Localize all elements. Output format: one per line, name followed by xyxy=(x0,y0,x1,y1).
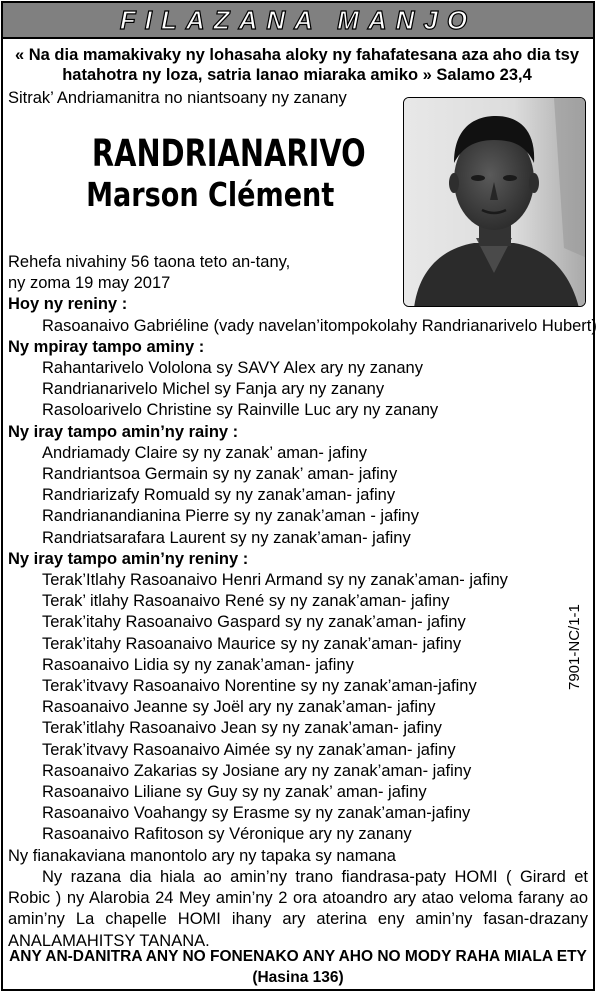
mother-side-entry: Rasoanaivo Liliane sy Guy sy ny zanak’ aman- jafiny xyxy=(42,783,427,802)
siblings-heading: Ny mpiray tampo aminy : xyxy=(8,337,205,356)
family-note: Ny fianakaviana manontolo ary ny tapaka sy namana xyxy=(8,846,396,865)
mother-side-entry: Terak’ itlahy Rasoanaivo René sy ny zanak’aman- jafiny xyxy=(42,592,450,611)
mother-side-entry: Rasoanaivo Rafitoson sy Véronique ary ny zanany xyxy=(42,825,412,844)
intro-text: Sitrak’ Andriamanitra no niantsoany ny zanany xyxy=(8,89,347,107)
death-line-1: Rehefa nivahiny 56 taona teto an-tany, xyxy=(8,253,291,271)
reference-code: 7901-NC/1-1 xyxy=(566,604,583,690)
bible-verse xyxy=(8,45,586,85)
mother-side-entry: Rasoanaivo Lidia sy ny zanak’aman- jafiny xyxy=(42,655,354,674)
mother-side-entry: Rasoanaivo Jeanne sy Joël ary ny zanak’aman- jafiny xyxy=(42,698,436,717)
mother-side-entry: Rasoanaivo Voahangy sy Erasme sy ny zanak’aman-jafiny xyxy=(42,804,471,823)
closing-line-1: ANY AN-DANITRA ANY NO FONENAKO ANY AHO NO MODY RAHA MIALA ETY xyxy=(9,948,587,965)
funeral-details: Ny razana dia hiala ao amin’ny trano fiandrasa-paty HOMI ( Girard et Robic ) ny Alarobia 24 Mey amin’ny 2 ora atoandro ary atao veloma farany ao amin’ny La chapelle HOMI ihany ary aterina eny amin’ny fasan-drazany ANALAMAHITSY TANANA. xyxy=(8,867,588,950)
mother-side-entry: Terak’itahy Rasoanaivo Maurice sy ny zanak’aman- jafiny xyxy=(42,634,462,653)
sibling-entry: Rasoloarivelo Christine sy Rainville Luc ary ny zanany xyxy=(42,401,439,420)
sibling-entry: Randrianarivelo Michel sy Fanja ary ny zanany xyxy=(42,380,385,399)
spouse-entry: Rasoanaivo Gabriéline (vady navelan’itompokolahy Randrianarivelo Hubert) xyxy=(42,316,597,335)
notice-body xyxy=(8,252,597,952)
sibling-entry: Rahantarivelo Vololona sy SAVY Alex ary ny zanany xyxy=(42,359,423,378)
spouse-heading: Hoy ny reniny : xyxy=(8,295,128,314)
father-side-entry: Andriamady Claire sy ny zanak’ aman- jafiny xyxy=(42,443,367,462)
verse-line-1: « Na dia mamakivaky ny lohasaha aloky ny fahafatesana aza aho dia tsy xyxy=(14,46,579,64)
mother-side-entry: Rasoanaivo Zakarias sy Josiane ary ny zanak’aman- jafiny xyxy=(42,761,472,780)
notice-header xyxy=(3,3,593,39)
mother-side-entry: Terak’itvavy Rasoanaivo Norentine sy ny zanak’aman-jafiny xyxy=(42,677,477,696)
father-side-heading: Ny iray tampo amin’ny rainy : xyxy=(8,422,239,441)
notice-title: FILAZANA MANJO xyxy=(119,4,477,35)
verse-line-2: hatahotra ny loza, satria Ianao miaraka amiko » Salamo 23,4 xyxy=(62,66,532,84)
mother-side-heading: Ny iray tampo amin’ny reniny : xyxy=(8,549,249,568)
closing-message xyxy=(8,946,588,988)
father-side-entry: Randriarizafy Romuald sy ny zanak’aman- jafiny xyxy=(42,486,396,505)
mother-side-entry: Terak’Itlahy Rasoanaivo Henri Armand sy ny zanak’aman- jafiny xyxy=(42,571,508,590)
deceased-surname: RANDRIANARIVO xyxy=(91,132,366,175)
father-side-entry: Randriatsarafara Laurent sy ny zanak’aman- jafiny xyxy=(42,528,411,547)
mother-side-entry: Terak’itvavy Rasoanaivo Aimée sy ny zanak’aman- jafiny xyxy=(42,740,456,759)
father-side-entry: Randrianandianina Pierre sy ny zanak’aman - jafiny xyxy=(42,507,419,526)
deceased-given-names: Marson Clément xyxy=(86,175,335,214)
death-line-2: ny zoma 19 may 2017 xyxy=(8,274,171,293)
closing-line-2: (Hasina 136) xyxy=(252,969,344,986)
mother-side-entry: Terak’itlahy Rasoanaivo Jean sy ny zanak’aman- jafiny xyxy=(42,719,442,738)
father-side-entry: Randriantsoa Germain sy ny zanak’ aman- jafiny xyxy=(42,465,398,484)
mother-side-entry: Terak’itahy Rasoanaivo Gaspard sy ny zanak’aman- jafiny xyxy=(42,613,466,632)
